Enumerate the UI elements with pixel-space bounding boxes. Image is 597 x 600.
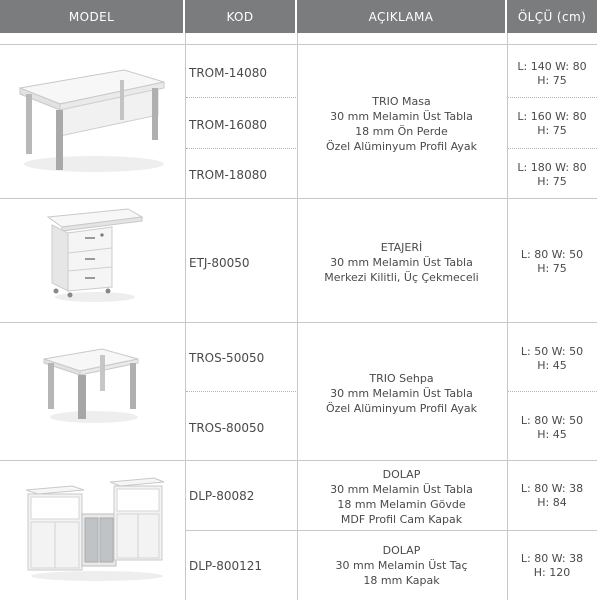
product-code: DLP-80082 bbox=[189, 489, 255, 503]
product-dimensions: L: 80 W: 50 H: 45 bbox=[520, 414, 584, 441]
subrow-divider bbox=[508, 391, 597, 392]
product-code: TROM-14080 bbox=[189, 66, 267, 80]
row-divider bbox=[0, 44, 597, 45]
product-dimensions: L: 50 W: 50 H: 45 bbox=[520, 345, 584, 372]
product-code: DLP-800121 bbox=[189, 559, 263, 573]
cabinet-image bbox=[22, 474, 167, 582]
header-olcu: ÖLÇÜ (cm) bbox=[507, 0, 597, 33]
header-model: MODEL bbox=[0, 0, 185, 33]
row-divider bbox=[0, 198, 597, 199]
product-dimensions: L: 160 W: 80 H: 75 bbox=[517, 110, 587, 137]
product-code: TROS-50050 bbox=[189, 351, 265, 365]
product-code: TROM-18080 bbox=[189, 168, 267, 182]
subrow-divider bbox=[508, 148, 597, 149]
subrow-divider bbox=[186, 391, 296, 392]
product-description: DOLAP 30 mm Melamin Üst Tabla 18 mm Melamin Gövde MDF Profil Cam Kapak bbox=[330, 468, 473, 526]
subrow-divider bbox=[186, 148, 296, 149]
product-dimensions: L: 80 W: 38 H: 84 bbox=[520, 482, 584, 509]
subrow-divider bbox=[508, 97, 597, 98]
product-dimensions: L: 80 W: 38 H: 120 bbox=[520, 552, 584, 579]
product-dimensions: L: 180 W: 80 H: 75 bbox=[517, 161, 587, 188]
row-divider bbox=[0, 460, 597, 461]
product-dimensions: L: 80 W: 50 H: 75 bbox=[520, 248, 584, 275]
product-code: TROS-80050 bbox=[189, 421, 265, 435]
product-code: TROM-16080 bbox=[189, 118, 267, 132]
product-description: ETAJERİ 30 mm Melamin Üst Tabla Merkezi Kilitli, Üç Çekmeceli bbox=[324, 241, 479, 284]
header-aciklama: AÇIKLAMA bbox=[297, 0, 507, 33]
column-divider bbox=[185, 33, 186, 600]
product-description: DOLAP 30 mm Melamin Üst Taç 18 mm Kapak bbox=[335, 544, 468, 587]
product-code: ETJ-80050 bbox=[189, 256, 250, 270]
row-divider bbox=[0, 322, 597, 323]
product-description: TRIO Masa 30 mm Melamin Üst Tabla 18 mm Ön Perde Özel Alüminyum Profil Ayak bbox=[325, 95, 478, 153]
row-divider bbox=[185, 530, 597, 531]
product-description: TRIO Sehpa 30 mm Melamin Üst Tabla Özel Alüminyum Profil Ayak bbox=[325, 372, 478, 415]
product-dimensions: L: 140 W: 80 H: 75 bbox=[517, 60, 587, 87]
coffee-table-image bbox=[38, 345, 148, 425]
pedestal-drawer-image bbox=[40, 205, 150, 305]
header-kod: KOD bbox=[185, 0, 297, 33]
subrow-divider bbox=[186, 97, 296, 98]
desk-image bbox=[12, 60, 172, 175]
